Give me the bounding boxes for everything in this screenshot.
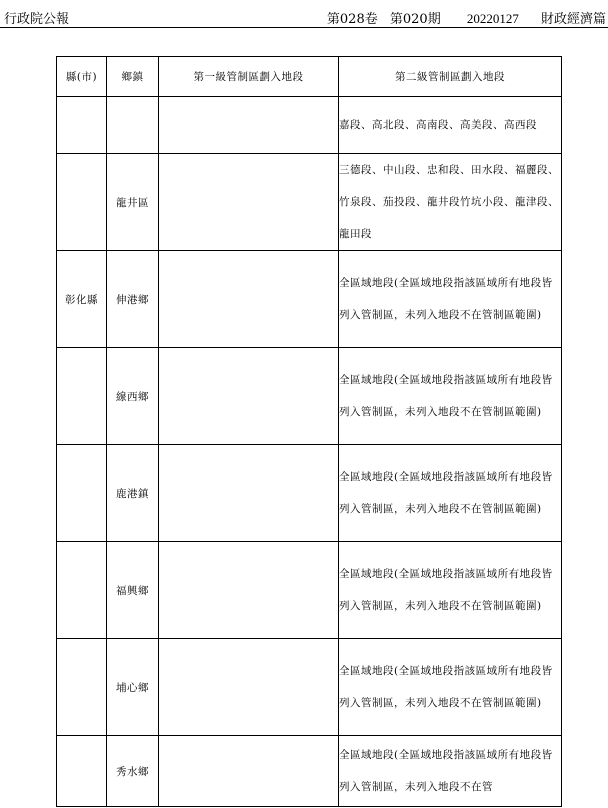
level1-cell [159,445,339,542]
header-rule [0,27,608,28]
column-header: 第二級管制區劃入地段 [339,57,562,97]
table-row [57,445,562,542]
level1-cell [159,348,339,445]
level1-cell [159,97,339,154]
town-cell [107,97,159,154]
town-cell: 秀水鄉 [107,736,159,807]
county-cell [57,348,107,445]
level2-cell: 嘉段、高北段、高南段、高美段、高西段 [339,97,562,154]
page-header [0,0,608,30]
column-header: 縣(市) [57,57,107,97]
table-row [57,154,562,251]
county-cell [57,154,107,251]
town-cell: 伸港鄉 [107,251,159,348]
column-header: 鄉鎮 [107,57,159,97]
table-row [57,97,562,154]
level2-cell: 三德段、中山段、忠和段、田水段、福麗段、竹泉段、茄投段、龍井段竹坑小段、龍津段、龍田段 [339,154,562,251]
town-cell: 龍井區 [107,154,159,251]
level2-cell: 全區域地段(全區域地段指該區域所有地段皆列入管制區，未列入地段不在管制區範圍) [339,445,562,542]
table-row [57,348,562,445]
level1-cell [159,542,339,639]
section-label: 財政經濟篇 [540,12,606,27]
county-cell [57,639,107,736]
table-row [57,736,562,807]
county-cell [57,445,107,542]
town-cell: 線西鄉 [107,348,159,445]
level2-cell: 全區域地段(全區域地段指該區域所有地段皆列入管制區，未列入地段不在管制區範圍) [339,542,562,639]
level1-cell [159,736,339,807]
table-header-row [57,57,562,97]
town-cell: 福興鄉 [107,542,159,639]
level2-cell: 全區域地段(全區域地段指該區域所有地段皆列入管制區，未列入地段不在管制區範圍) [339,639,562,736]
table-row [57,639,562,736]
publish-date: 20220127 [466,11,519,26]
county-cell [57,542,107,639]
town-cell: 鹿港鎮 [107,445,159,542]
table-row [57,251,562,348]
level1-cell [159,251,339,348]
level2-cell: 全區域地段(全區域地段指該區域所有地段皆列入管制區，未列入地段不在管制區範圍) [339,348,562,445]
town-cell: 埔心鄉 [107,639,159,736]
county-cell [57,736,107,807]
county-cell: 彰化縣 [57,251,107,348]
land-section-table [56,56,562,807]
issue-info [319,8,606,27]
level2-cell: 全區域地段(全區域地段指該區域所有地段皆列入管制區，未列入地段不在管 [339,736,562,807]
table-row [57,542,562,639]
issue-label: 第020期 [389,12,441,27]
level1-cell [159,639,339,736]
level1-cell [159,154,339,251]
column-header: 第一級管制區劃入地段 [159,57,339,97]
publisher-title: 行政院公報 [4,12,70,27]
level2-cell: 全區域地段(全區域地段指該區域所有地段皆列入管制區，未列入地段不在管制區範圍) [339,251,562,348]
volume-label: 第028卷 [326,12,378,27]
county-cell [57,97,107,154]
